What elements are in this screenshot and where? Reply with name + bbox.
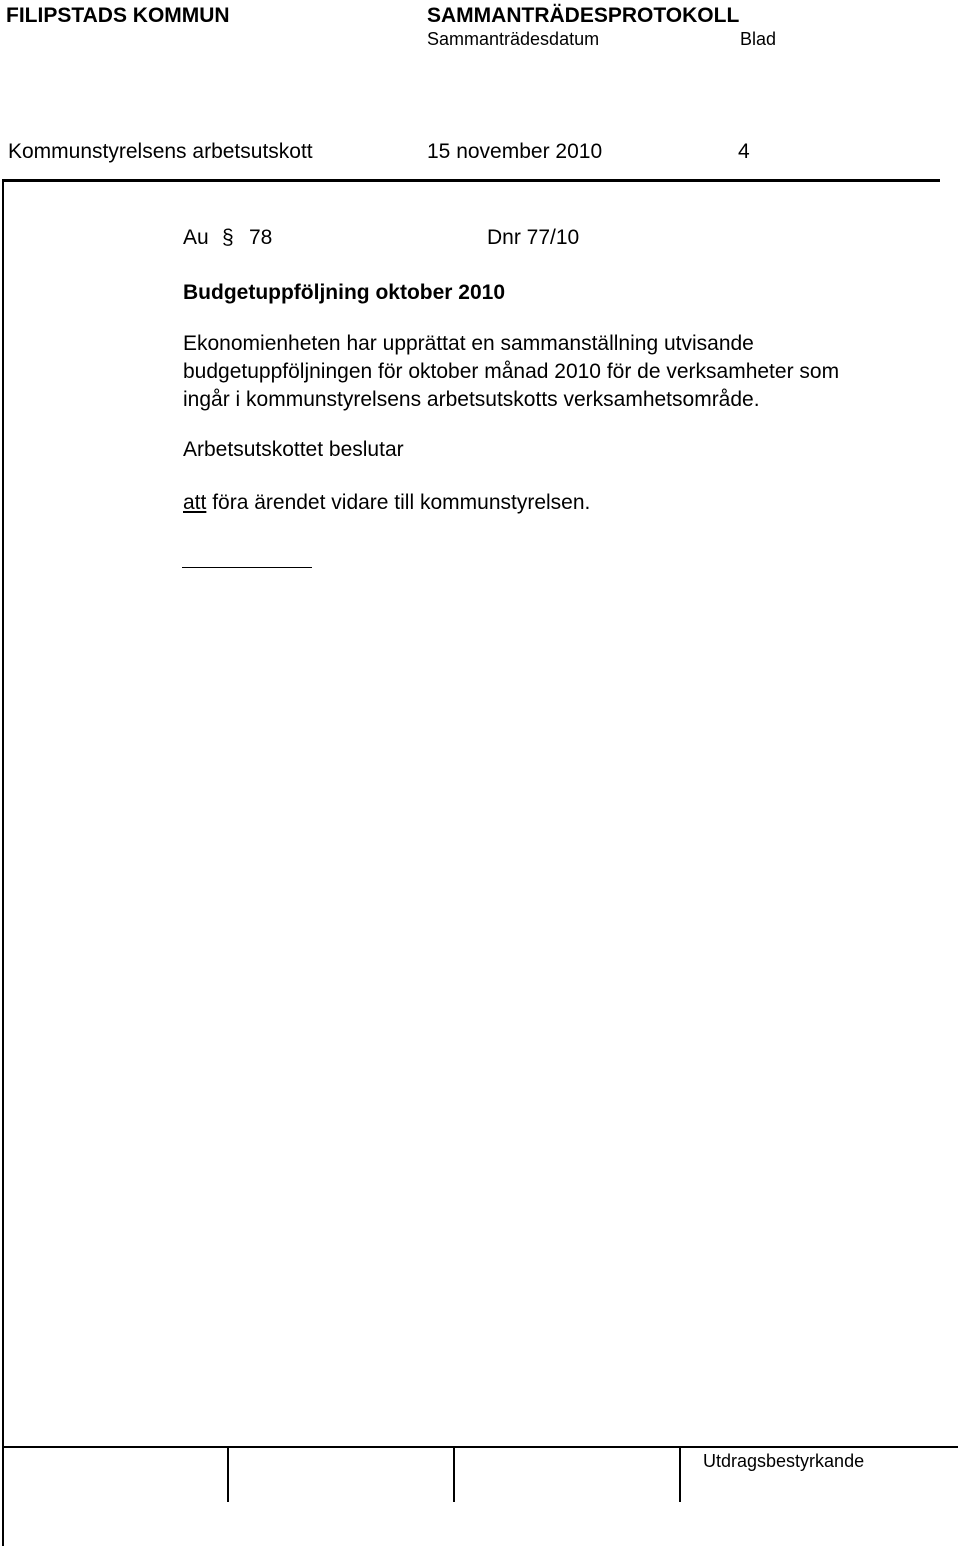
- committee-name: Kommunstyrelsens arbetsutskott: [8, 140, 313, 163]
- footer-divider-2: [453, 1446, 455, 1502]
- item-number: 78: [249, 226, 273, 249]
- left-frame-rule: [2, 179, 4, 1546]
- page-column-label: Blad: [740, 29, 777, 49]
- decision-statement: [183, 491, 590, 515]
- footer-top-rule: [2, 1446, 958, 1448]
- footer-divider-1: [227, 1446, 229, 1502]
- decision-text: föra ärendet vidare till kommunstyrelsen.: [206, 491, 591, 514]
- paragraph-line-1: Ekonomienheten har upprättat en sammanställning utvisande: [183, 332, 754, 355]
- decision-intro: Arbetsutskottet beslutar: [183, 438, 404, 461]
- decision-att: att: [183, 491, 207, 514]
- item-title: Budgetuppföljning oktober 2010: [183, 281, 506, 304]
- section-symbol: §: [222, 226, 234, 249]
- paragraph-line-3: ingår i kommunstyrelsens arbetsutskotts verksamhetsområde.: [183, 388, 760, 411]
- municipality-name: FILIPSTADS KOMMUN: [6, 4, 230, 27]
- diary-number: Dnr 77/10: [487, 226, 580, 249]
- certification-label: Utdragsbestyrkande: [703, 1451, 865, 1471]
- date-column-label: Sammanträdesdatum: [427, 29, 600, 49]
- page-number: 4: [738, 140, 750, 163]
- top-frame-rule: [2, 179, 940, 182]
- footer-divider-3: [679, 1446, 681, 1502]
- paragraph-line-2: budgetuppföljningen för oktober månad 2010 för de verksamheter som: [183, 360, 840, 383]
- document-type: SAMMANTRÄDESPROTOKOLL: [427, 4, 740, 27]
- item-prefix: Au: [183, 226, 209, 249]
- meeting-date: 15 november 2010: [427, 140, 603, 163]
- end-rule: [182, 567, 312, 568]
